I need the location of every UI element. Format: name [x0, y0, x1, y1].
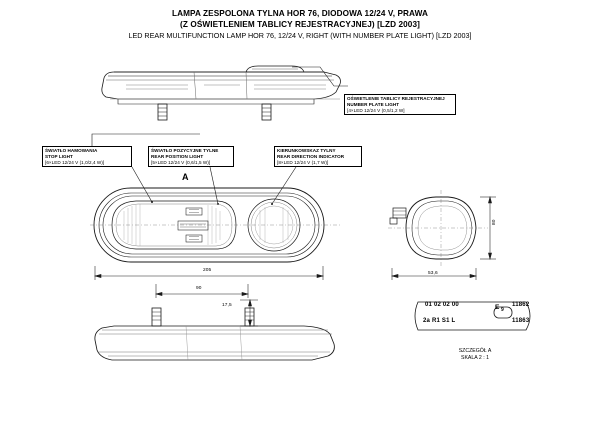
- detail-a-title: SZCZEGÓŁ A: [458, 348, 492, 354]
- approval-row-2-left: 2a R1 S1 L: [423, 318, 456, 324]
- title-line-3: LED REAR MULTIFUNCTION LAMP HOR 76, 12/24 V, RIGHT (WITH NUMBER PLATE LIGHT) [LZD 2003]: [128, 31, 472, 40]
- approval-row-1-left: 01 02 02 00: [425, 302, 459, 308]
- bottom-view-drawing: [90, 300, 340, 380]
- stop-light-callout-line-1: ŚWIATŁO HAMOWANIA: [45, 148, 98, 153]
- direction-indicator-callout-line-3: [8×LED 12/24 V (1,7 W)]: [277, 160, 329, 165]
- plate-light-callout-line-3: [4×LED 12/24 V (0,5/1,2 W]: [347, 108, 405, 113]
- stop-light-callout-line-3: [6×LED 12/24 V (1,0/2,4 W)]: [45, 160, 105, 165]
- position-light-callout-line-3: [5×LED 12/24 V (0,6/1,5 W)]: [151, 160, 211, 165]
- direction-indicator-callout-line-2: REAR DIRECTION INDICATOR: [277, 154, 345, 159]
- position-light-callout-line-1: ŚWIATŁO POZYCYJNE TYLNE: [151, 148, 219, 153]
- e-mark-letter: E: [495, 304, 500, 311]
- approval-row-2-right: 11863: [512, 318, 530, 324]
- title-line-1: LAMPA ZESPOLONA TYLNA HOR 76, DIODOWA 12/24 V, PRAWA: [171, 9, 428, 18]
- title-block: [0, 8, 600, 41]
- direction-indicator-callout-line-1: KIERUNKOWSKAZ TYLNY: [277, 148, 336, 153]
- height-dimension: [478, 188, 504, 270]
- approval-row-1-right: 11862: [512, 302, 530, 308]
- dimension-overall-length: 205: [203, 268, 212, 273]
- position-light-callout-line-2: REAR POSITION LIGHT: [151, 154, 204, 159]
- dimension-height: 80: [492, 219, 497, 225]
- title-line-2: (Z OŚWIETLENIEM TABLICY REJESTRACYJNEJ) [LZD 2003]: [180, 20, 420, 29]
- plate-light-callout-line-1: OŚWIETLENIE TABLICY REJESTRACYJNEJ: [347, 96, 445, 101]
- section-letter-a: A: [182, 172, 189, 182]
- depth-dimension: [386, 268, 496, 288]
- plate-light-callout: [347, 96, 455, 114]
- dimension-hole-offset: 17,5: [222, 303, 232, 308]
- detail-a-scale: SKALA 2 : 1: [461, 355, 489, 361]
- dimension-hole-spacing: 90: [196, 286, 202, 291]
- dimension-depth: 53,6: [428, 271, 438, 276]
- plate-light-callout-line-2: NUMBER PLATE LIGHT: [347, 102, 400, 107]
- detail-a-labels: [420, 348, 530, 362]
- stop-light-callout-line-2: STOP LIGHT: [45, 154, 73, 159]
- front-view-drawing: [90, 184, 340, 268]
- e-mark-number: 9: [501, 307, 504, 313]
